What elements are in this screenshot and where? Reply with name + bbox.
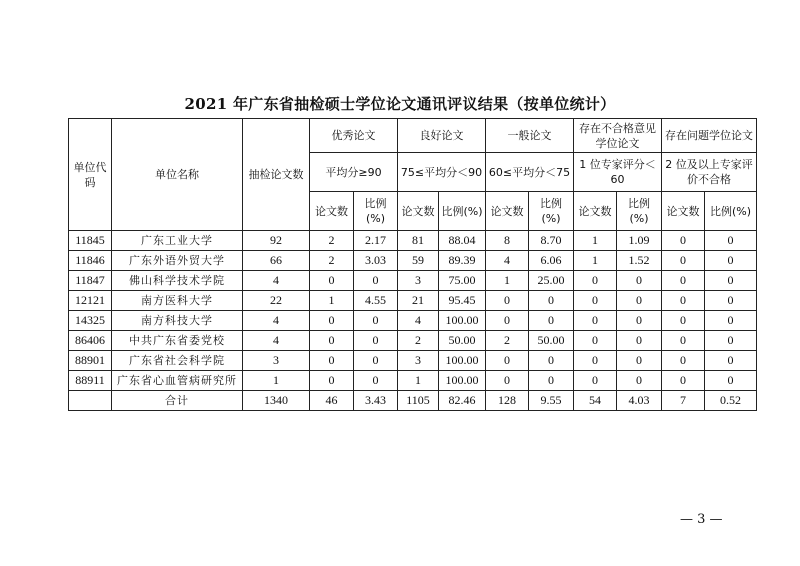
header-problem-cond: 2 位及以上专家评价不合格 [662,153,757,192]
fair-ratio-cell: 25.00 [529,271,574,291]
good-ratio-cell: 95.45 [439,291,486,311]
sampled-cell: 4 [243,331,310,351]
excellent-ratio-cell: 0 [354,311,398,331]
fair-count-cell: 4 [486,251,529,271]
sampled-cell: 4 [243,311,310,331]
results-table [68,118,757,411]
excellent-count-cell: 0 [310,331,354,351]
excellent-count-cell: 2 [310,251,354,271]
problem-count-cell: 0 [662,331,705,351]
table-row [69,351,757,371]
problem-count-cell: 0 [662,231,705,251]
unit-code-cell: 86406 [69,331,112,351]
fail-count-cell: 0 [574,311,617,331]
fair-count-cell: 0 [486,291,529,311]
table-row [69,231,757,251]
table-row [69,331,757,351]
fair-count-cell: 8 [486,231,529,251]
table-row [69,371,757,391]
excellent-ratio-cell: 0 [354,371,398,391]
fair-count-cell: 0 [486,351,529,371]
good-ratio-cell: 50.00 [439,331,486,351]
fair-ratio-cell: 0 [529,351,574,371]
fair-ratio-cell: 6.06 [529,251,574,271]
excellent-ratio-cell: 2.17 [354,231,398,251]
fair-count-cell: 0 [486,311,529,331]
excellent-ratio-cell: 4.55 [354,291,398,311]
excellent-ratio-cell: 0 [354,331,398,351]
good-ratio-cell: 75.00 [439,271,486,291]
excellent-count-cell: 0 [310,371,354,391]
fair-ratio-cell: 0 [529,371,574,391]
good-count-cell: 21 [398,291,439,311]
header-good-cond: 75≤平均分＜90 [398,153,486,192]
table-row [69,291,757,311]
header-fail: 存在不合格意见学位论文 [574,119,662,153]
unit-code-cell: 88911 [69,371,112,391]
fair-ratio-cell: 9.55 [529,391,574,411]
good-count-cell: 1 [398,371,439,391]
excellent-count-cell: 46 [310,391,354,411]
unit-name-cell: 佛山科学技术学院 [112,271,243,291]
excellent-count-cell: 0 [310,271,354,291]
fair-count-cell: 128 [486,391,529,411]
fail-ratio-cell: 0 [617,291,662,311]
fail-ratio-cell: 0 [617,311,662,331]
good-count-cell: 4 [398,311,439,331]
unit-name-cell: 南方医科大学 [112,291,243,311]
fail-count-cell: 0 [574,331,617,351]
good-ratio-cell: 82.46 [439,391,486,411]
header-sampled: 抽检论文数 [243,119,310,231]
problem-count-cell: 0 [662,371,705,391]
total-row [69,391,757,411]
table-row [69,271,757,291]
fair-ratio-cell: 0 [529,291,574,311]
fail-count-cell: 0 [574,371,617,391]
unit-name-cell: 南方科技大学 [112,311,243,331]
unit-name-cell: 广东省心血管病研究所 [112,371,243,391]
sampled-cell: 3 [243,351,310,371]
header-ratio: 比例(%) [705,192,757,231]
header-ratio: 比例(%) [529,192,574,231]
unit-code-cell: 11847 [69,271,112,291]
problem-ratio-cell: 0 [705,271,757,291]
header-fair: 一般论文 [486,119,574,153]
problem-ratio-cell: 0 [705,351,757,371]
good-ratio-cell: 100.00 [439,371,486,391]
header-fail-cond: 1 位专家评分＜60 [574,153,662,192]
good-count-cell: 81 [398,231,439,251]
excellent-count-cell: 2 [310,231,354,251]
unit-name-cell: 中共广东省委党校 [112,331,243,351]
unit-name-cell: 广东工业大学 [112,231,243,251]
unit-name-cell: 广东外语外贸大学 [112,251,243,271]
sampled-cell: 1340 [243,391,310,411]
problem-count-cell: 0 [662,271,705,291]
sampled-cell: 92 [243,231,310,251]
header-ratio: 比例(%) [439,192,486,231]
fail-ratio-cell: 0 [617,371,662,391]
good-ratio-cell: 89.39 [439,251,486,271]
unit-code-cell: 88901 [69,351,112,371]
fail-ratio-cell: 0 [617,331,662,351]
sampled-cell: 4 [243,271,310,291]
good-ratio-cell: 100.00 [439,311,486,331]
unit-code-cell: 11845 [69,231,112,251]
excellent-ratio-cell: 3.43 [354,391,398,411]
fail-count-cell: 1 [574,231,617,251]
problem-ratio-cell: 0 [705,251,757,271]
fair-ratio-cell: 8.70 [529,231,574,251]
problem-count-cell: 0 [662,351,705,371]
good-ratio-cell: 100.00 [439,351,486,371]
header-count: 论文数 [310,192,354,231]
problem-ratio-cell: 0 [705,311,757,331]
problem-count-cell: 0 [662,311,705,331]
unit-name-cell: 广东省社会科学院 [112,351,243,371]
fail-count-cell: 54 [574,391,617,411]
fail-ratio-cell: 1.09 [617,231,662,251]
problem-ratio-cell: 0.52 [705,391,757,411]
table-row [69,251,757,271]
fail-count-cell: 0 [574,291,617,311]
unit-name-cell: 合计 [112,391,243,411]
unit-code-cell [69,391,112,411]
excellent-ratio-cell: 0 [354,271,398,291]
fair-count-cell: 2 [486,331,529,351]
header-row-1 [69,119,757,153]
fail-ratio-cell: 4.03 [617,391,662,411]
header-good: 良好论文 [398,119,486,153]
header-count: 论文数 [398,192,439,231]
good-ratio-cell: 88.04 [439,231,486,251]
problem-ratio-cell: 0 [705,331,757,351]
fail-count-cell: 0 [574,351,617,371]
excellent-count-cell: 0 [310,311,354,331]
sampled-cell: 66 [243,251,310,271]
excellent-count-cell: 1 [310,291,354,311]
problem-ratio-cell: 0 [705,291,757,311]
page-number: — 3 — [680,512,723,527]
problem-ratio-cell: 0 [705,231,757,251]
fail-ratio-cell: 0 [617,351,662,371]
problem-ratio-cell: 0 [705,371,757,391]
fair-count-cell: 1 [486,271,529,291]
fail-ratio-cell: 0 [617,271,662,291]
unit-code-cell: 14325 [69,311,112,331]
excellent-count-cell: 0 [310,351,354,371]
sampled-cell: 1 [243,371,310,391]
fail-ratio-cell: 1.52 [617,251,662,271]
header-count: 论文数 [486,192,529,231]
header-excellent-cond: 平均分≥90 [310,153,398,192]
header-problem: 存在问题学位论文 [662,119,757,153]
page-title: 2021 年广东省抽检硕士学位论文通讯评议结果（按单位统计） [184,95,616,113]
excellent-ratio-cell: 3.03 [354,251,398,271]
excellent-ratio-cell: 0 [354,351,398,371]
good-count-cell: 1105 [398,391,439,411]
header-ratio: 比例(%) [354,192,398,231]
problem-count-cell: 0 [662,291,705,311]
header-count: 论文数 [662,192,705,231]
good-count-cell: 2 [398,331,439,351]
fair-ratio-cell: 50.00 [529,331,574,351]
header-ratio: 比例(%) [617,192,662,231]
problem-count-cell: 0 [662,251,705,271]
header-excellent: 优秀论文 [310,119,398,153]
table-row [69,311,757,331]
good-count-cell: 3 [398,271,439,291]
header-unit-code: 单位代码 [69,119,112,231]
header-unit-name: 单位名称 [112,119,243,231]
fail-count-cell: 0 [574,271,617,291]
unit-code-cell: 11846 [69,251,112,271]
header-count: 论文数 [574,192,617,231]
good-count-cell: 3 [398,351,439,371]
fair-ratio-cell: 0 [529,311,574,331]
fair-count-cell: 0 [486,371,529,391]
good-count-cell: 59 [398,251,439,271]
problem-count-cell: 7 [662,391,705,411]
header-fair-cond: 60≤平均分＜75 [486,153,574,192]
sampled-cell: 22 [243,291,310,311]
fail-count-cell: 1 [574,251,617,271]
unit-code-cell: 12121 [69,291,112,311]
